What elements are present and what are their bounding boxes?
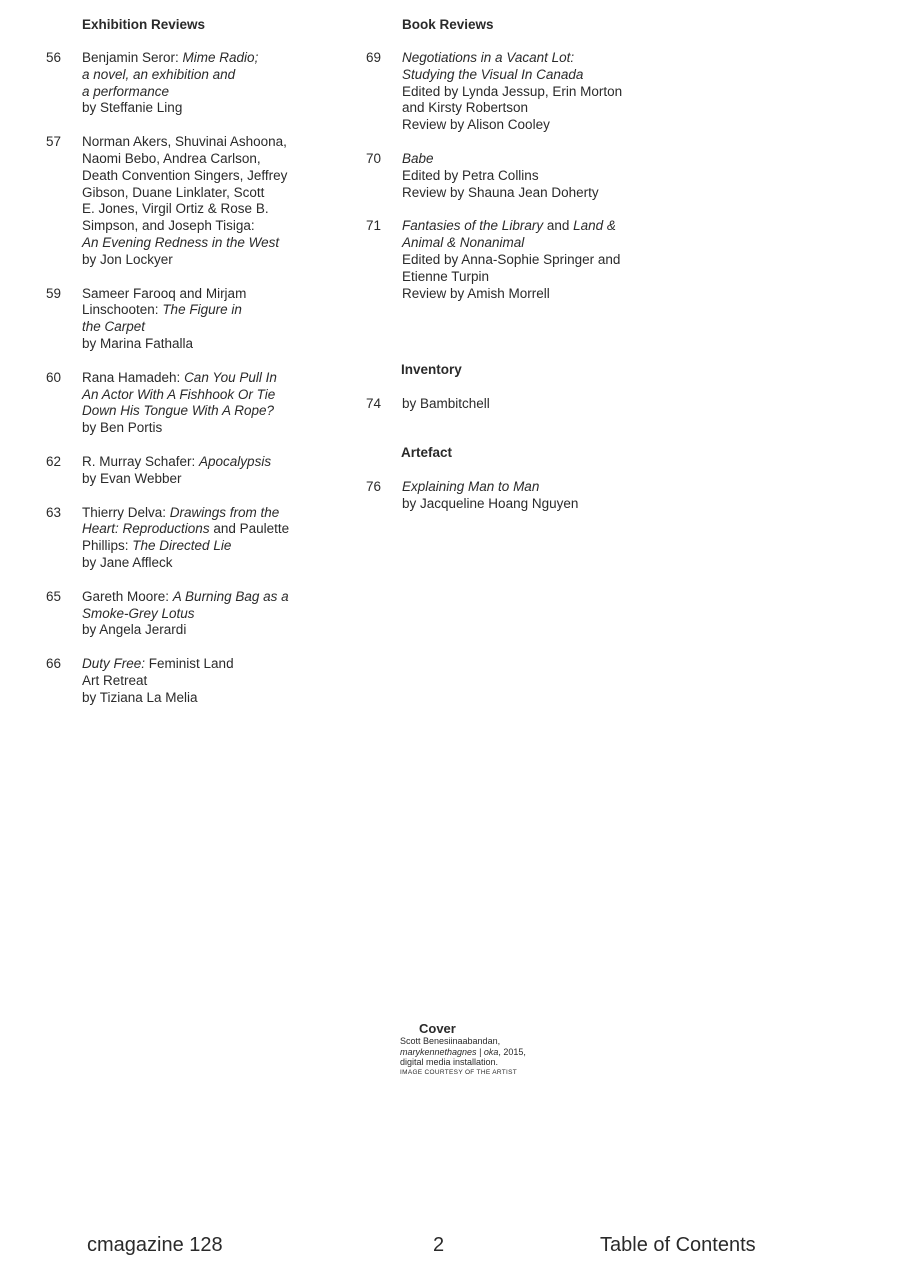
entry-text: Etienne Turpin [402, 268, 490, 284]
cover-year: , 2015, [498, 1046, 526, 1057]
entry-text: Art Retreat [82, 672, 148, 688]
entry-text: Benjamin Seror: [82, 50, 183, 65]
entry-author: by Marina Fathalla [82, 335, 194, 351]
entry-text: and [543, 218, 574, 234]
page-number: 76 [366, 479, 382, 494]
entry-title: Apocalypsis [199, 453, 272, 469]
entry-text: Naomi Bebo, Andrea Carlson, [82, 150, 261, 166]
page-number-footer: 2 [433, 1234, 445, 1256]
entry-author: Review by Amish Morrell [402, 285, 550, 301]
entry-text: and Kirsty Robertson [402, 100, 529, 116]
toc-entry[interactable] [46, 50, 346, 117]
entry-title: Smoke-Grey Lotus [82, 605, 195, 621]
entry-author: by Tiziana La Melia [82, 689, 198, 705]
book-reviews-column [366, 16, 666, 319]
cover-artist: Scott Benesiinaabandan, [400, 1036, 501, 1046]
entry-author: by Angela Jerardi [82, 622, 187, 638]
toc-entry[interactable] [46, 656, 346, 706]
entry-title: The Figure in [162, 302, 242, 318]
entry-text: Gareth Moore: [82, 588, 173, 604]
entry-author: Review by Alison Cooley [402, 117, 550, 133]
page-number: 66 [46, 656, 62, 672]
entry-text: Death Convention Singers, Jeffrey [82, 167, 288, 183]
entry-title: An Actor With A Fishhook Or Tie [82, 386, 276, 402]
entry-title: Babe [402, 150, 434, 166]
toc-entry[interactable] [46, 589, 346, 639]
toc-entry[interactable] [46, 286, 346, 353]
entry-title: Drawings from the [169, 504, 280, 520]
toc-entry[interactable] [366, 50, 666, 134]
entry-title: Explaining Man to Man [402, 479, 540, 494]
toc-entry[interactable] [46, 370, 346, 437]
entry-title: An Evening Redness in the West [82, 234, 280, 250]
entry-title: the Carpet [82, 319, 146, 335]
entry-text: E. Jones, Virgil Ortiz & Rose B. [82, 201, 269, 217]
magazine-issue: cmagazine 128 [87, 1234, 223, 1256]
toc-entry[interactable] [366, 396, 666, 413]
entry-author: by Jacqueline Hoang Nguyen [402, 495, 579, 511]
exhibition-reviews-heading: Exhibition Reviews [82, 17, 206, 32]
entry-title: Animal & Nonanimal [402, 235, 525, 251]
entry-title: A Burning Bag as a [172, 588, 289, 604]
entry-text: Gibson, Duane Linklater, Scott [82, 184, 265, 200]
page-number: 63 [46, 504, 62, 520]
entry-text: Feminist Land [145, 656, 234, 672]
entry-author: by Jane Affleck [82, 554, 173, 570]
entry-author: by Ben Portis [82, 420, 163, 436]
page-number: 65 [46, 588, 62, 604]
entry-text: Sameer Farooq and Mirjam [82, 285, 247, 301]
page-number: 57 [46, 134, 62, 150]
page-number: 60 [46, 369, 62, 385]
page-number: 62 [46, 453, 62, 469]
entry-text: and Paulette [209, 521, 290, 537]
entry-author: by Bambitchell [402, 396, 490, 411]
page-number: 69 [366, 50, 382, 65]
entry-title: Duty Free: [82, 656, 146, 672]
cover-medium: digital media installation. [400, 1057, 499, 1067]
entry-author: by Steffanie Ling [82, 100, 183, 116]
entry-text: Thierry Delva: [82, 504, 170, 520]
entry-text: Simpson, and Joseph Tisiga: [82, 218, 255, 234]
entry-title: a novel, an exhibition and [82, 66, 236, 82]
page-number: 71 [366, 218, 382, 234]
toc-entry[interactable] [46, 134, 346, 268]
toc-entry[interactable] [46, 454, 346, 488]
entry-text: Edited by Lynda Jessup, Erin Morton [402, 83, 623, 99]
cover-credit: IMAGE COURTESY OF THE ARTIST [400, 1068, 517, 1076]
page-number: 56 [46, 50, 62, 65]
page-number: 70 [366, 150, 382, 166]
entry-title: Land & [573, 218, 616, 234]
section-title: Table of Contents [600, 1234, 756, 1256]
entry-title: Heart: Reproductions [82, 521, 210, 537]
cover-caption [400, 1021, 600, 1078]
entry-text: Phillips: [82, 538, 133, 554]
page-number: 59 [46, 285, 62, 301]
cover-artwork-title: marykennethagnes | oka [400, 1046, 499, 1057]
cover-heading: Cover [419, 1021, 456, 1036]
entry-text: R. Murray Schafer: [82, 453, 200, 469]
book-reviews-heading: Book Reviews [402, 17, 494, 32]
entry-text: Norman Akers, Shuvinai Ashoona, [82, 134, 287, 150]
entry-title: a performance [82, 83, 170, 99]
entry-title: Studying the Visual In Canada [402, 66, 584, 82]
inventory-heading: Inventory [401, 362, 462, 377]
entry-title: Mime Radio; [182, 50, 259, 65]
entry-author: by Evan Webber [82, 470, 182, 486]
entry-text: Edited by Petra Collins [402, 167, 539, 183]
entry-text: Rana Hamadeh: [82, 369, 185, 385]
exhibition-reviews-column [46, 16, 346, 724]
artefact-heading: Artefact [401, 445, 453, 460]
toc-entry[interactable] [366, 151, 666, 201]
entry-text: Linschooten: [82, 302, 163, 318]
entry-author: by Jon Lockyer [82, 251, 173, 267]
entry-title: Negotiations in a Vacant Lot: [402, 50, 575, 65]
toc-entry[interactable] [46, 505, 346, 572]
toc-entry[interactable] [366, 218, 666, 302]
toc-entry[interactable] [366, 479, 666, 513]
page-number: 74 [366, 396, 382, 411]
entry-title: Down His Tongue With A Rope? [82, 403, 274, 419]
entry-author: Review by Shauna Jean Doherty [402, 184, 599, 200]
entry-title: Fantasies of the Library [402, 218, 544, 234]
entry-title: Can You Pull In [184, 369, 277, 385]
entry-text: Edited by Anna-Sophie Springer and [402, 251, 621, 267]
entry-title: The Directed Lie [132, 538, 232, 554]
